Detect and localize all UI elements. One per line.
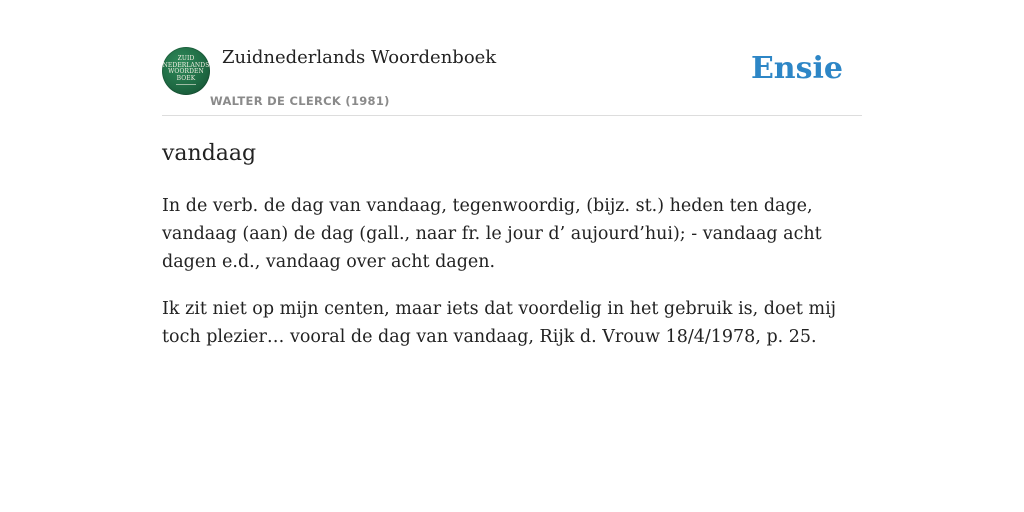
logo-line: ZUID (177, 55, 195, 62)
logo-line: WOORDEN (168, 68, 204, 75)
header (162, 45, 862, 116)
logo-rule (176, 84, 196, 85)
page (162, 0, 862, 512)
logo-lettering (162, 56, 210, 82)
entry-headword: vandaag (162, 141, 257, 166)
dictionary-title[interactable]: Zuidnederlands Woordenboek (222, 47, 497, 68)
dictionary-logo[interactable] (162, 47, 210, 95)
dictionary-author: WALTER DE CLERCK (1981) (210, 94, 390, 108)
logo-line: BOEK (176, 74, 196, 82)
logo-line: NEDERLANDS (162, 61, 210, 69)
entry-citation: Ik zit niet op mijn centen, maar iets dat voordelig in het gebruik is, doet mij toch plezier… vooral de dag van vandaag, Rijk d. Vrouw 18/4/1978, p. 25. (162, 299, 837, 347)
entry-definition: In de verb. de dag van vandaag, tegenwoordig, (bijz. st.) heden ten dage, vandaag (aan) de dag (gall., naar fr. le jour d’ aujourd’hui); - vandaag acht dagen e.d., vandaag over acht dagen. (162, 196, 822, 272)
ensie-brand-link[interactable]: Ensie (750, 51, 843, 86)
